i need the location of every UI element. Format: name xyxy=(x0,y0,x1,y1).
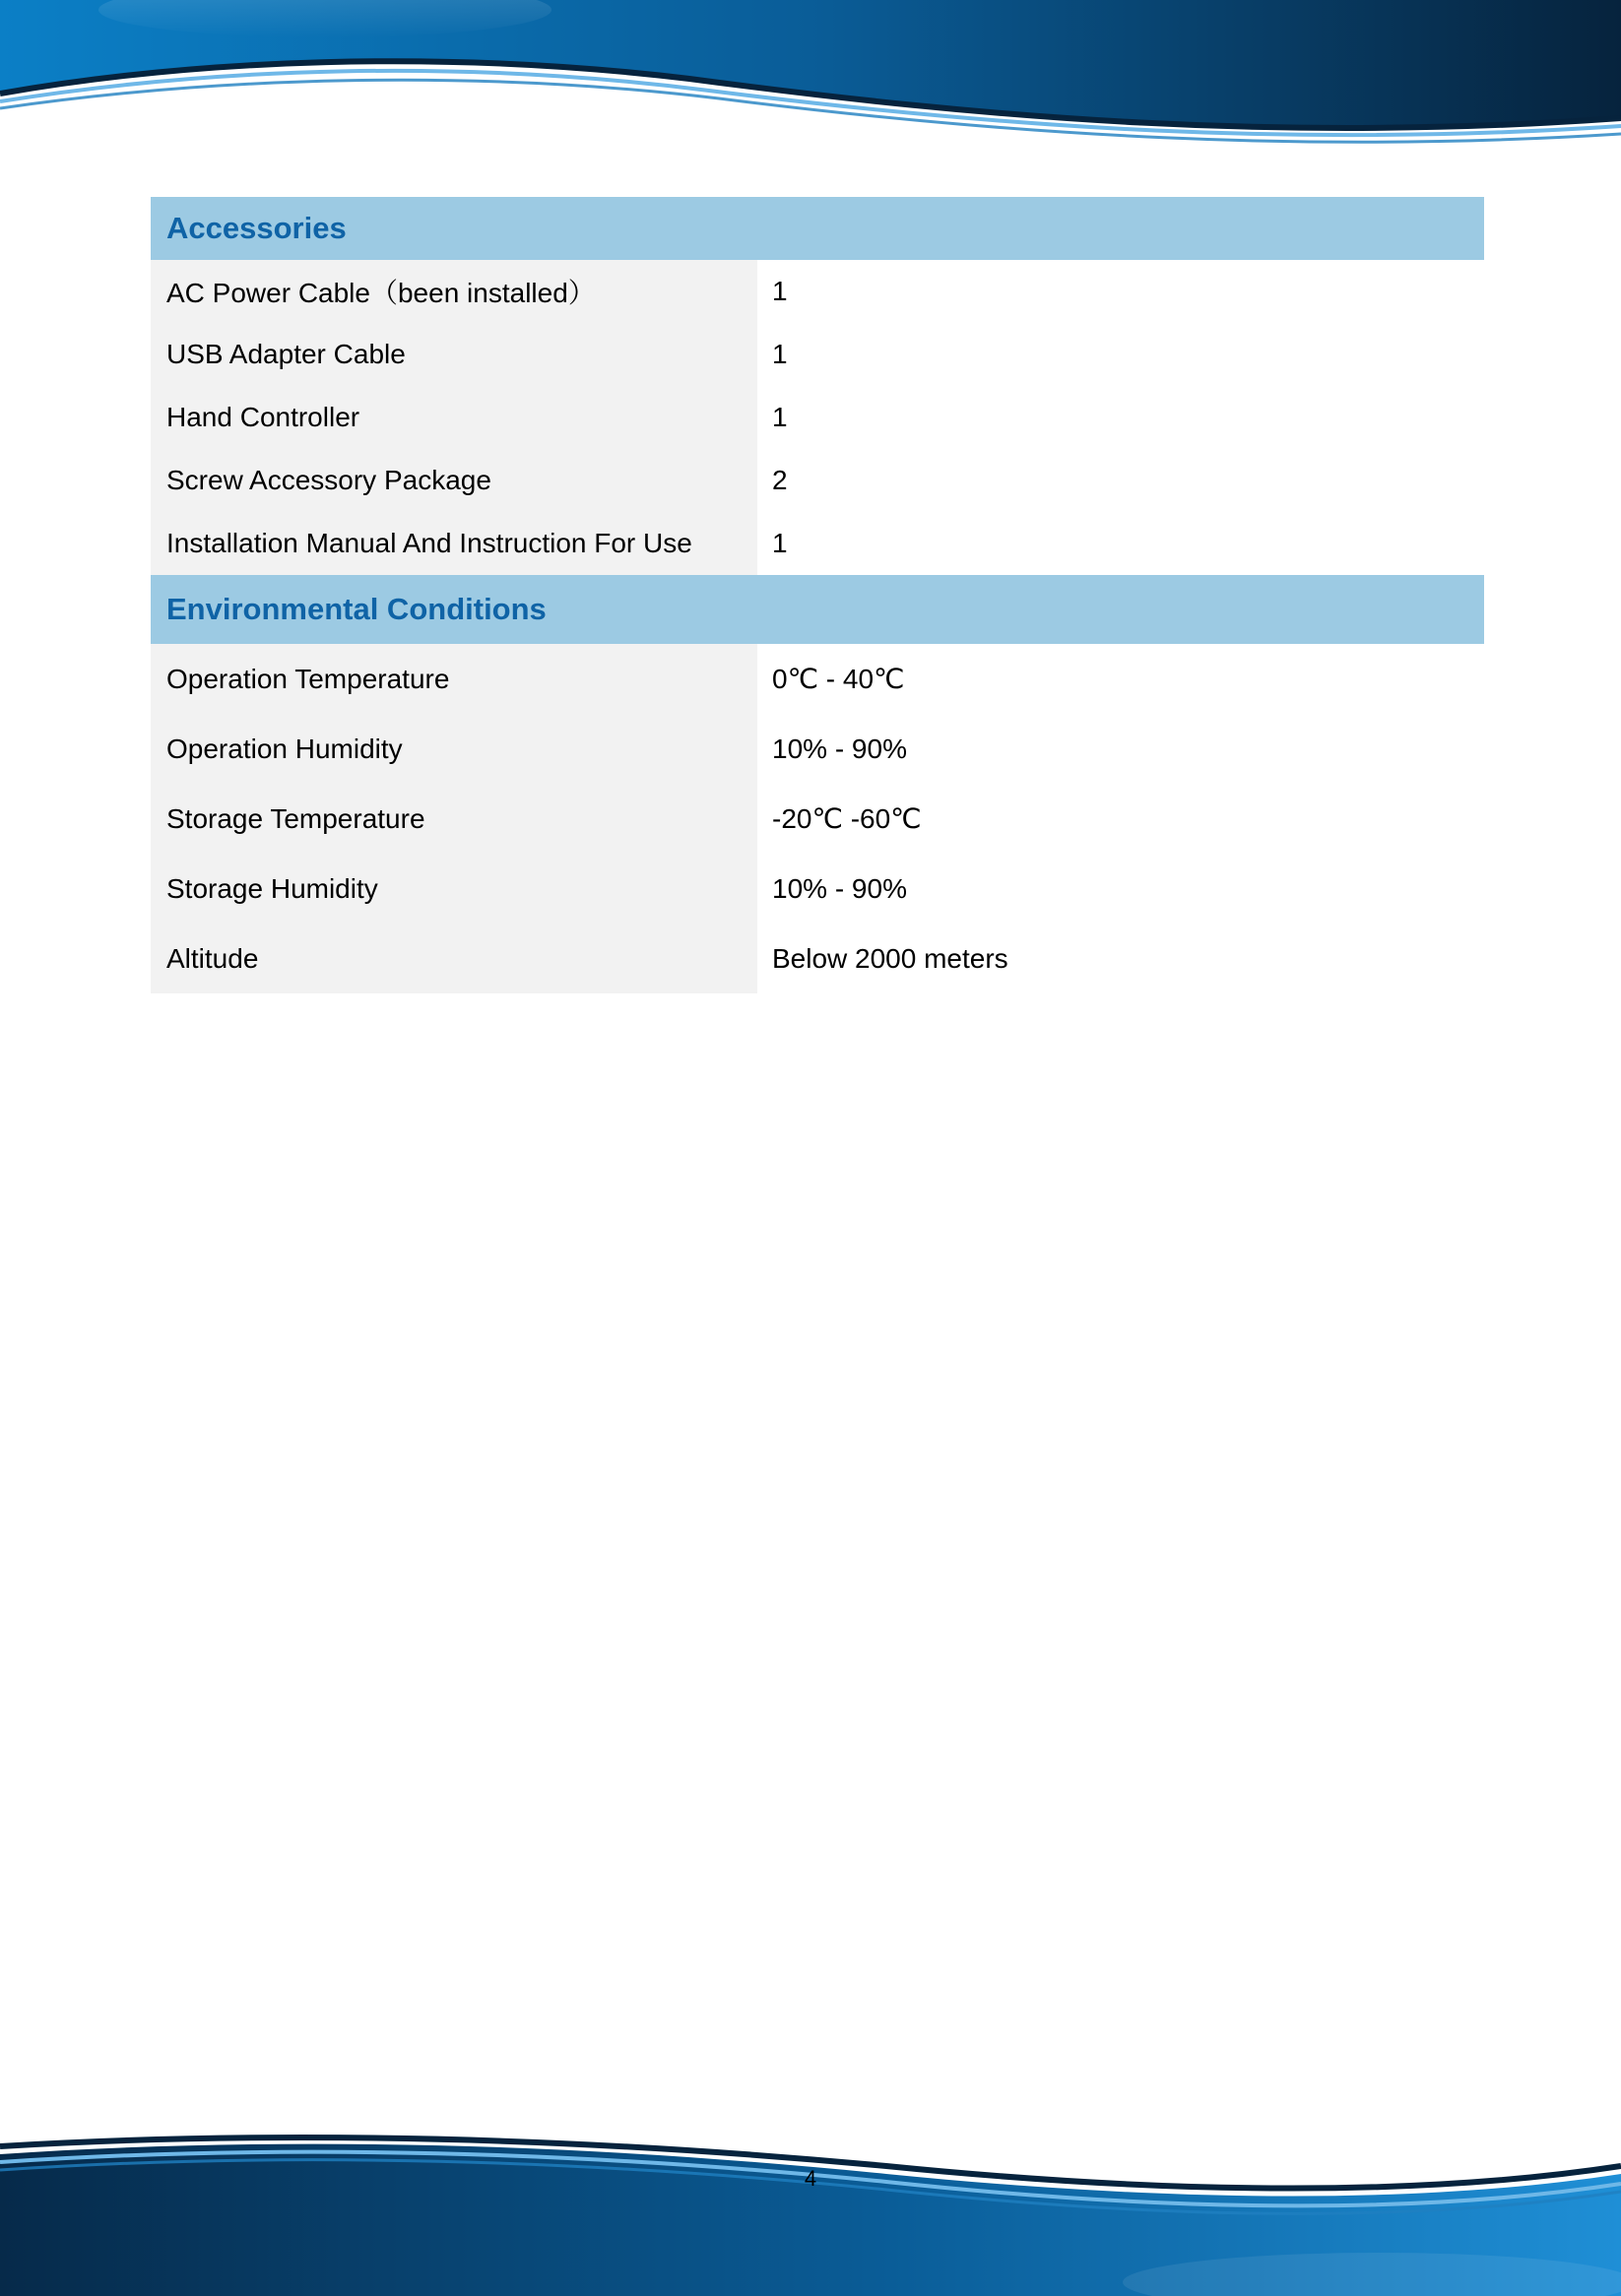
accessory-label: AC Power Cable（been installed） xyxy=(151,260,757,323)
accessory-quantity: 1 xyxy=(772,276,788,306)
condition-value: 10% - 90% xyxy=(772,872,907,904)
condition-value: -20℃ -60℃ xyxy=(772,803,922,834)
accessory-quantity: 1 xyxy=(772,528,788,558)
accessory-quantity: 1 xyxy=(772,339,788,369)
table-row xyxy=(151,714,1484,784)
condition-label: Altitude xyxy=(151,924,757,993)
table-row xyxy=(151,784,1484,854)
table-row xyxy=(151,323,1484,386)
accessories-section-title: Accessories xyxy=(166,211,347,245)
header-wave-banner xyxy=(0,0,1621,148)
accessory-quantity: 1 xyxy=(772,402,788,432)
footer-wave-banner xyxy=(0,2135,1621,2296)
accessory-label: Hand Controller xyxy=(151,386,757,449)
accessory-label: Installation Manual And Instruction For Use xyxy=(151,512,757,575)
environmental-section-header xyxy=(151,575,1484,644)
table-row xyxy=(151,512,1484,575)
table-row xyxy=(151,854,1484,924)
condition-value: 10% - 90% xyxy=(772,733,907,764)
condition-label: Operation Temperature xyxy=(151,644,757,714)
accessory-label: Screw Accessory Package xyxy=(151,449,757,512)
page-number: 4 xyxy=(804,2166,817,2191)
environmental-section-title: Environmental Conditions xyxy=(166,592,547,626)
condition-value: 0℃ - 40℃ xyxy=(772,664,905,694)
specifications-table xyxy=(151,197,1484,993)
accessory-label: USB Adapter Cable xyxy=(151,323,757,386)
table-row xyxy=(151,924,1484,993)
table-row xyxy=(151,644,1484,714)
table-row xyxy=(151,260,1484,323)
table-row xyxy=(151,386,1484,449)
condition-label: Storage Temperature xyxy=(151,784,757,854)
accessory-quantity: 2 xyxy=(772,465,788,495)
accessories-section-header xyxy=(151,197,1484,260)
condition-label: Operation Humidity xyxy=(151,714,757,784)
condition-value: Below 2000 meters xyxy=(772,942,1008,974)
table-row xyxy=(151,449,1484,512)
condition-label: Storage Humidity xyxy=(151,854,757,924)
